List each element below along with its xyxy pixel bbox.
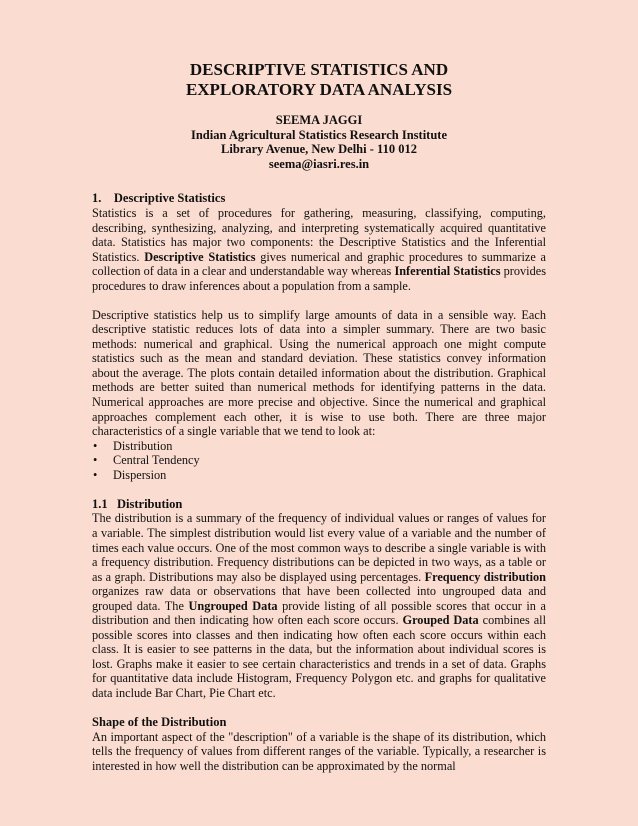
section-1-1-title: Distribution <box>117 496 183 511</box>
section-1-paragraph-1 <box>92 206 546 293</box>
author-address: Library Avenue, New Delhi - 110 012 <box>221 142 417 157</box>
text-run: combines all possible scores into classes and then indicating how often each score occurs within each class. It is easier to see patterns in the data, but the information about individual scores is lost. Graphs make it easier to see certain characteristics and trends in a set of data. Graphs for quantitative data include Histogram, Frequency Polygon etc. and graphs for qualitative data include Bar Chart, Pie Chart etc. <box>92 613 546 700</box>
author-block <box>92 113 546 171</box>
text-run: organizes raw data or observations that have been collected into ungrouped data and grouped data. The <box>92 584 546 613</box>
author-name: SEEMA JAGGI <box>275 113 363 127</box>
section-1-paragraph-2: Descriptive statistics help us to simplify large amounts of data in a sensible way. Each descriptive statistic reduces lots of data into a simpler summary. There are two basic methods: numerical and graphical. Using the numerical approach one might compute statistics such as the mean and standard deviation. These statistics convey information about the average. The plots contain detailed information about the distribution. Graphical methods are better suited than numerical methods for identifying patterns in the data. Numerical approaches are more precise and objective. Since the numerical and graphical approaches complement each other, it is wise to use both. There are three major characteristics of a single variable that we tend to look at: <box>92 307 546 439</box>
text-run: Statistics is a set of procedures for gathering, measuring, classifying, computing, describing, synthesizing, analyzing, and interpreting systematically acquired quantitative data. Statistics has major two components: the Descriptive Statistics and the Inferential Statistics. <box>92 205 546 264</box>
section-1-number: 1. <box>92 191 102 206</box>
list-item: • Dispersion <box>92 468 546 483</box>
section-1-1-heading <box>92 497 546 512</box>
list-item: • Distribution <box>92 439 546 454</box>
author-affiliation: Indian Agricultural Statistics Research Institute <box>190 127 448 142</box>
bold-term: Frequency distribution <box>424 569 546 584</box>
title-line-1: DESCRIPTIVE STATISTICS AND <box>189 60 449 79</box>
section-1-title: Descriptive Statistics <box>113 191 226 206</box>
shape-heading: Shape of the Distribution <box>92 715 227 730</box>
author-email[interactable]: seema@iasri.res.in <box>268 156 370 171</box>
text-run: provides procedures to draw inferences about a population from a sample. <box>92 264 546 293</box>
section-1-heading <box>92 191 546 206</box>
bold-term: Descriptive Statistics <box>144 249 256 264</box>
title-line-2: EXPLORATORY DATA ANALYSIS <box>185 80 453 99</box>
bold-term: Grouped Data <box>402 613 479 628</box>
shape-paragraph: An important aspect of the "description" of a variable is the shape of its distribution, which tells the frequency of values from different ranges of the variable. Typically, a researcher is interested in how well the distribution can be approximated by the normal <box>92 729 546 773</box>
text-run: gives numerical and graphic procedures to summarize a collection of data in a clear and understandable way whereas <box>92 249 546 279</box>
characteristics-list <box>92 439 546 483</box>
section-1-1-number: 1.1 <box>92 496 108 511</box>
section-1-1-paragraph <box>92 511 546 700</box>
bold-term: Ungrouped Data <box>188 598 278 613</box>
text-run: The distribution is a summary of the frequency of individual values or ranges of values for a variable. The simplest distribution would list every value of a variable and the number of times each value occurs. One of the most common ways to describe a single variable is with a frequency distribution. Frequency distributions can be depicted in two ways, as a table or as a graph. Distributions may also be displayed using percentages. <box>92 511 546 584</box>
paper-title <box>92 0 546 100</box>
bold-term: Inferential Statistics <box>394 264 501 279</box>
list-item: • Central Tendency <box>92 453 546 468</box>
text-run: provide listing of all possible scores that occur in a distribution and then indicating how often each score occurs. <box>92 598 546 628</box>
